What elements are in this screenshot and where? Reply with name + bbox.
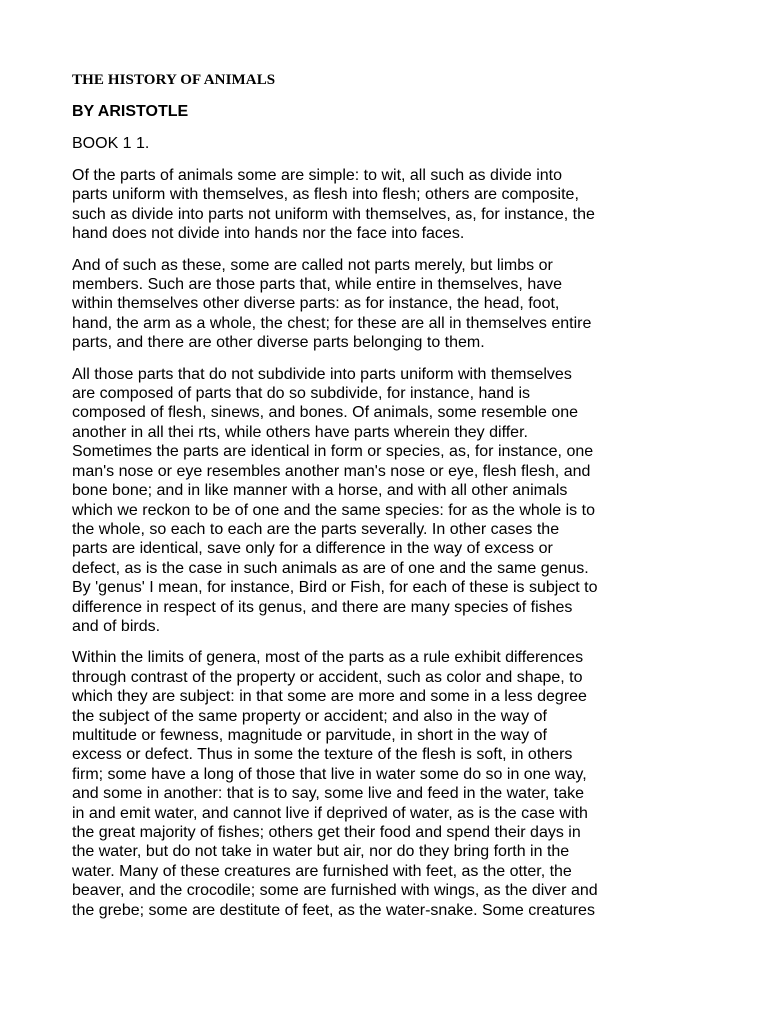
paragraph-line: parts, and there are other diverse parts belonging to them. — [72, 334, 485, 352]
paragraph-line: and of birds. — [72, 617, 161, 635]
paragraph-line: such as divide into parts not uniform with themselves, as, for instance, the — [72, 205, 595, 223]
document-title: THE HISTORY OF ANIMALS — [72, 72, 276, 88]
paragraph-line: members. Such are those parts that, while entire in themselves, have — [72, 276, 563, 294]
paragraph-line: hand, the arm as a whole, the chest; for these are all in themselves entire — [72, 314, 592, 332]
paragraph-line: man's nose or eye resembles another man's nose or eye, flesh flesh, and — [72, 462, 591, 480]
document-author: BY ARISTOTLE — [72, 103, 189, 120]
paragraph-line: which they are subject: in that some are more and some in a less degree — [72, 688, 587, 706]
paragraph-line: All those parts that do not subdivide into parts uniform with themselves — [72, 365, 572, 383]
paragraph-line: composed of flesh, sinews, and bones. Of animals, some resemble one — [72, 404, 579, 422]
paragraph-line: And of such as these, some are called not parts merely, but limbs or — [72, 256, 553, 274]
paragraph-line: through contrast of the property or accident, such as color and shape, to — [72, 668, 583, 686]
paragraph-line: the grebe; some are destitute of feet, as the water-snake. Some creatures — [72, 901, 595, 919]
paragraph-line: Sometimes the parts are identical in form or species, as, for instance, one — [72, 443, 594, 461]
paragraph-line: another in all thei rts, while others have parts wherein they differ. — [72, 423, 528, 441]
paragraph-line: Of the parts of animals some are simple: to wit, all such as divide into — [72, 167, 562, 184]
paragraph-line: parts are identical, save only for a difference in the way of excess or — [72, 540, 553, 558]
document-body — [72, 70, 700, 932]
paragraph-line: Within the limits of genera, most of the parts as a rule exhibit differences — [72, 649, 584, 667]
paragraph-line: defect, as is the case in such animals as are of one and the same genus. — [72, 559, 589, 577]
paragraph-line: firm; some have a long of those that live in water some do so in one way, — [72, 765, 587, 783]
paragraph-line: and some in another: that is to say, some live and feed in the water, take — [72, 785, 584, 803]
paragraph-line: the great majority of fishes; others get their food and spend their days in — [72, 824, 581, 841]
section-heading: BOOK 1 1. — [72, 135, 150, 152]
paragraph-line: parts uniform with themselves, as flesh into flesh; others are composite, — [72, 186, 579, 204]
paragraph-line: the subject of the same property or accident; and also in the way of — [72, 707, 547, 725]
paragraph-line: the water, but do not take in water but air, nor do they bring forth in the — [72, 843, 570, 861]
paragraph-line: By 'genus' I mean, for instance, Bird or Fish, for each of these is subject to — [72, 579, 598, 597]
paragraph-line: which we reckon to be of one and the same species: for as the whole is to — [72, 501, 595, 519]
paragraph-line: the whole, so each to each are the parts severally. In other cases the — [72, 520, 560, 538]
paragraph-line: beaver, and the crocodile; some are furnished with wings, as the diver and — [72, 882, 598, 900]
paragraph-line: in and emit water, and cannot live if deprived of water, as is the case with — [72, 804, 588, 822]
paragraph-line: excess or defect. Thus in some the texture of the flesh is soft, in others — [72, 746, 573, 764]
paragraph-1 — [72, 166, 700, 244]
paragraph-line: are composed of parts that do so subdivide, for instance, hand is — [72, 385, 531, 403]
paragraph-line: within themselves other diverse parts: as for instance, the head, foot, — [72, 295, 560, 313]
paragraph-3 — [72, 365, 700, 637]
paragraph-line: hand does not divide into hands nor the face into faces. — [72, 225, 465, 243]
paragraph-4 — [72, 648, 700, 920]
paragraph-line: difference in respect of its genus, and there are many species of fishes — [72, 598, 573, 616]
paragraph-line: multitude or fewness, magnitude or parvitude, in short in the way of — [72, 726, 547, 744]
paragraph-line: bone bone; and in like manner with a horse, and with all other animals — [72, 482, 568, 500]
paragraph-2 — [72, 256, 700, 353]
paragraph-line: water. Many of these creatures are furnished with feet, as the otter, the — [72, 862, 572, 880]
